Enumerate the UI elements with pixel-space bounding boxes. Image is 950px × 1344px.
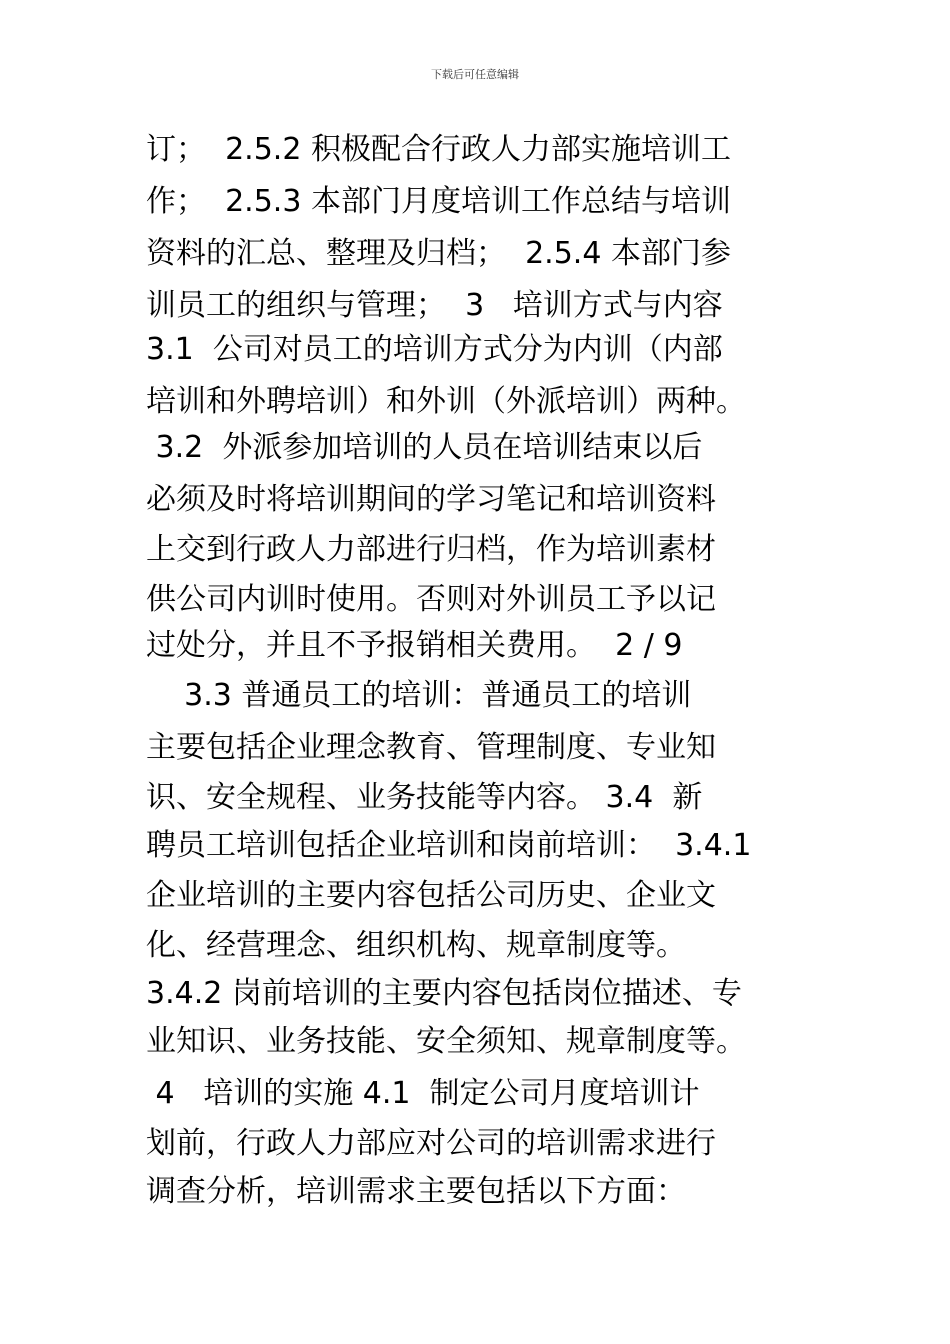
body-line: 订； 2.5.2 积极配合行政人力部实施培训工 bbox=[146, 132, 731, 167]
page-header: 下载后可任意编辑 bbox=[431, 68, 519, 81]
body-line: 聘员工培训包括企业培训和岗前培训： 3.4.1 bbox=[146, 828, 752, 863]
body-line: 训员工的组织与管理； 3 培训方式与内容 bbox=[146, 288, 723, 323]
body-line: 上交到行政人力部进行归档，作为培训素材 bbox=[146, 532, 716, 567]
body-line: 主要包括企业理念教育、管理制度、专业知 bbox=[146, 730, 716, 765]
body-line: 过处分，并且不予报销相关费用。 2 / 9 bbox=[146, 628, 683, 663]
body-line: 3.2 外派参加培训的人员在培训结束以后 bbox=[146, 430, 703, 465]
body-line: 4 培训的实施 4.1 制定公司月度培训计 bbox=[146, 1076, 700, 1111]
body-line: 3.1 公司对员工的培训方式分为内训（内部 bbox=[146, 332, 723, 367]
body-line: 必须及时将培训期间的学习笔记和培训资料 bbox=[146, 482, 716, 517]
body-line: 识、安全规程、业务技能等内容。 3.4 新 bbox=[146, 780, 703, 815]
body-line: 划前，行政人力部应对公司的培训需求进行 bbox=[146, 1126, 716, 1161]
body-line: 资料的汇总、整理及归档； 2.5.4 本部门参 bbox=[146, 236, 731, 271]
body-line: 培训和外聘培训）和外训（外派培训）两种。 bbox=[146, 384, 746, 419]
body-line: 化、经营理念、组织机构、规章制度等。 bbox=[146, 928, 686, 963]
body-line: 3.3 普通员工的培训：普通员工的培训 bbox=[146, 678, 692, 713]
body-line: 供公司内训时使用。否则对外训员工予以记 bbox=[146, 582, 716, 617]
body-line: 调查分析，培训需求主要包括以下方面： bbox=[146, 1174, 686, 1209]
body-line: 业知识、业务技能、安全须知、规章制度等。 bbox=[146, 1024, 746, 1059]
body-line: 企业培训的主要内容包括公司历史、企业文 bbox=[146, 878, 716, 913]
body-line: 3.4.2 岗前培训的主要内容包括岗位描述、专 bbox=[146, 976, 742, 1011]
body-line: 作； 2.5.3 本部门月度培训工作总结与培训 bbox=[146, 184, 731, 219]
